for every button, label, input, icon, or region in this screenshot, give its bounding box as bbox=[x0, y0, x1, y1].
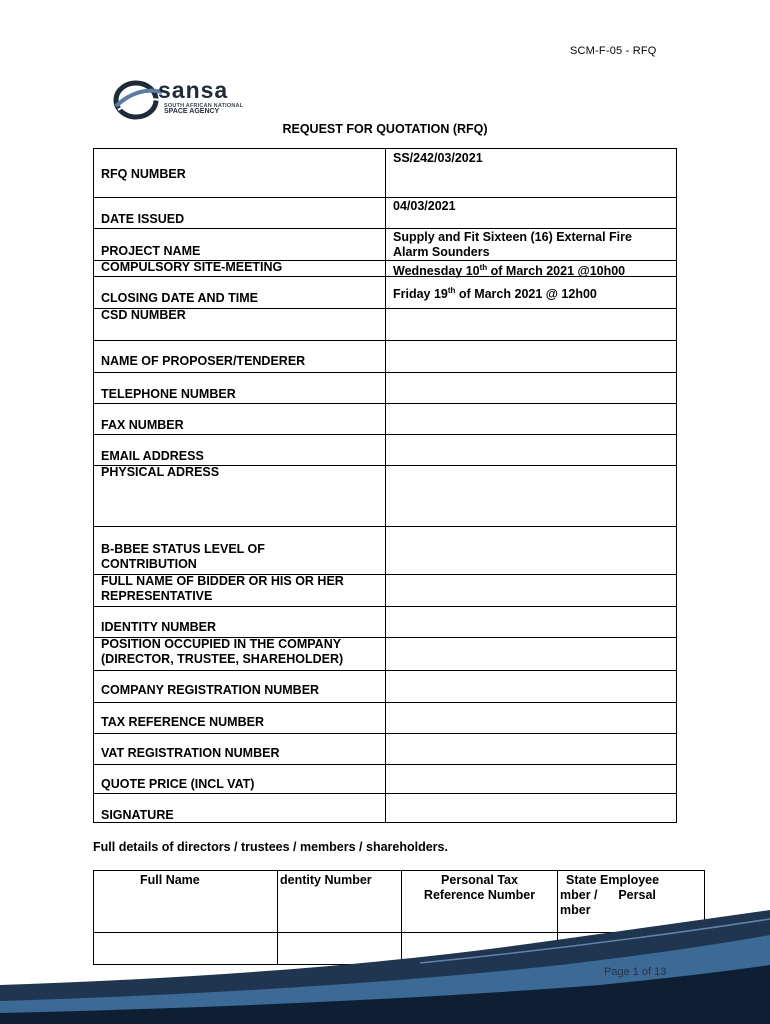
row-fax bbox=[93, 403, 677, 435]
directors-heading: Full details of directors / trustees / members / shareholders. bbox=[93, 840, 448, 854]
rfq-number-value: SS/242/03/2021 bbox=[393, 151, 483, 165]
row-vat-registration bbox=[93, 733, 677, 765]
col-state-employee-line2: mber / Persal bbox=[560, 888, 656, 902]
position-label-line2: (DIRECTOR, TRUSTEE, SHAREHOLDER) bbox=[101, 652, 344, 666]
col-state-employee-line3: mber bbox=[560, 903, 591, 917]
company-registration-label: COMPANY REGISTRATION NUMBER bbox=[101, 683, 320, 697]
closing-date-value-day: Friday 19 bbox=[393, 287, 448, 302]
row-bbbee bbox=[93, 526, 677, 575]
row-site-meeting bbox=[93, 260, 677, 277]
date-issued-label: DATE ISSUED bbox=[101, 212, 185, 226]
fax-label: FAX NUMBER bbox=[101, 418, 184, 432]
sansa-emblem-icon bbox=[112, 76, 164, 124]
email-label: EMAIL ADDRESS bbox=[101, 449, 204, 463]
logo-subtitle-line2: SPACE AGENCY bbox=[164, 108, 220, 115]
page-number: Page 1 of 13 bbox=[604, 966, 667, 978]
row-csd-number bbox=[93, 308, 677, 341]
sansa-logo bbox=[112, 76, 272, 126]
project-name-value-line1: Supply and Fit Sixteen (16) External Fire bbox=[393, 230, 632, 244]
col-identity-number-label: dentity Number bbox=[280, 873, 372, 887]
rfq-number-label: RFQ NUMBER bbox=[101, 167, 186, 181]
closing-date-value-suffix: th bbox=[447, 286, 456, 295]
col-full-name-label: Full Name bbox=[140, 873, 200, 887]
row-bidder-name bbox=[93, 574, 677, 607]
site-meeting-value-suffix: th bbox=[479, 263, 488, 272]
row-signature bbox=[93, 793, 677, 823]
closing-date-value bbox=[393, 283, 597, 302]
row-tax-reference bbox=[93, 702, 677, 734]
closing-date-label: CLOSING DATE AND TIME bbox=[101, 291, 258, 305]
logo-subtitle-line1: SOUTH AFRICAN NATIONAL bbox=[164, 103, 244, 109]
row-quote-price bbox=[93, 764, 677, 794]
row-identity bbox=[93, 606, 677, 638]
col-personal-tax-line2: Reference Number bbox=[423, 888, 536, 902]
row-telephone bbox=[93, 372, 677, 404]
document-code: SCM-F-05 - RFQ bbox=[570, 45, 657, 57]
row-rfq-number bbox=[93, 148, 677, 198]
row-proposer bbox=[93, 340, 677, 373]
row-closing-date bbox=[93, 276, 677, 309]
project-name-label: PROJECT NAME bbox=[101, 244, 201, 258]
proposer-label: NAME OF PROPOSER/TENDERER bbox=[101, 354, 306, 368]
logo-wordmark: sansa bbox=[158, 77, 229, 103]
identity-label: IDENTITY NUMBER bbox=[101, 620, 217, 634]
footer-wave-graphic bbox=[0, 905, 770, 1024]
site-meeting-label: COMPULSORY SITE-MEETING bbox=[101, 260, 283, 274]
physical-address-label: PHYSICAL ADRESS bbox=[101, 465, 220, 479]
bbbee-label-line2: CONTRIBUTION bbox=[101, 557, 197, 571]
page-title: REQUEST FOR QUOTATION (RFQ) bbox=[282, 122, 488, 136]
csd-number-label: CSD NUMBER bbox=[101, 308, 186, 322]
date-issued-value: 04/03/2021 bbox=[393, 199, 456, 213]
site-meeting-value-day: Wednesday 10 bbox=[393, 264, 480, 279]
position-label-line1: POSITION OCCUPIED IN THE COMPANY bbox=[101, 637, 342, 651]
row-company-registration bbox=[93, 670, 677, 703]
bidder-name-label-line1: FULL NAME OF BIDDER OR HIS OR HER bbox=[101, 574, 344, 588]
quote-price-label: QUOTE PRICE (INCL VAT) bbox=[101, 777, 255, 791]
row-physical-address bbox=[93, 465, 677, 527]
signature-label: SIGNATURE bbox=[101, 808, 174, 822]
row-email bbox=[93, 434, 677, 466]
col-personal-tax-line1: Personal Tax bbox=[441, 873, 518, 887]
row-project-name bbox=[93, 228, 677, 261]
site-meeting-value-rest: of March 2021 @10h00 bbox=[487, 264, 626, 279]
row-position bbox=[93, 637, 677, 671]
row-date-issued bbox=[93, 197, 677, 229]
vat-registration-label: VAT REGISTRATION NUMBER bbox=[101, 746, 280, 760]
telephone-label: TELEPHONE NUMBER bbox=[101, 387, 236, 401]
col-state-employee-line1: State Employee bbox=[566, 873, 660, 887]
bbbee-label-line1: B-BBEE STATUS LEVEL OF bbox=[101, 542, 265, 556]
bidder-name-label-line2: REPRESENTATIVE bbox=[101, 589, 213, 603]
tax-reference-label: TAX REFERENCE NUMBER bbox=[101, 715, 264, 729]
project-name-value-line2: Alarm Sounders bbox=[393, 245, 490, 259]
closing-date-value-rest: of March 2021 @ 12h00 bbox=[455, 287, 597, 302]
